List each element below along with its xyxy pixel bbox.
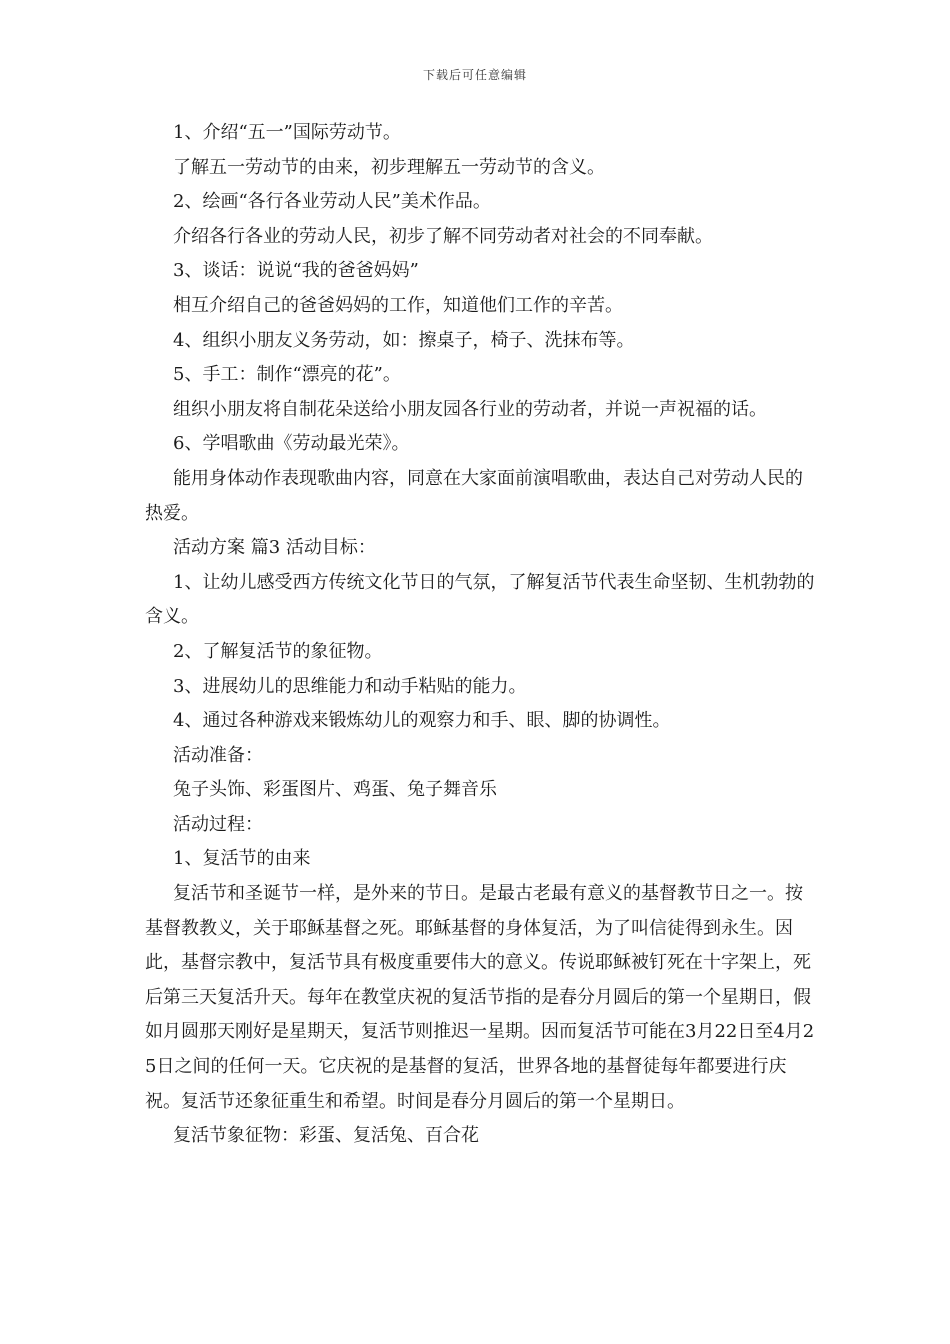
paragraph-21: 复活节和圣诞节一样，是外来的节日。是最古老最有意义的基督教节日之一。按基督教教义，关于耶稣基督之死。耶稣基督的身体复活，为了叫信徒得到永生。因此，基督宗教中，复活节具有极度重要伟大的意义。传说耶稣被钉死在十字架上，死后第三天复活升天。每年在教堂庆祝的复活节指的是春分月圆后的第一个星期日，假如月圆那天刚好是星期天，复活节则推迟一星期。因而复活节可能在3月22日至4月25日之间的任何一天。它庆祝的是基督的复活，世界各地的基督徒每年都要进行庆祝。复活节还象征重生和希望。时间是春分月圆后的第一个星期日。 (145, 883, 815, 1112)
paragraph-16: 4、通过各种游戏来锻炼幼儿的观察力和手、眼、脚的协调性。 (173, 710, 671, 732)
paragraph-1: 1、介绍“五一”国际劳动节。 (173, 122, 401, 143)
paragraph-14: 2、了解复活节的象征物。 (173, 640, 383, 662)
section-heading-process: 活动过程： (173, 813, 263, 835)
paragraph-9: 组织小朋友将自制花朵送给小朋友园各行业的劳动者，并说一声祝福的话。 (173, 398, 767, 420)
page-header: 下载后可任意编辑 (422, 68, 527, 82)
paragraph-4: 介绍各行各业的劳动人民，初步了解不同劳动者对社会的不同奉献。 (173, 225, 713, 247)
paragraph-18: 兔子头饰、彩蛋图片、鸡蛋、兔子舞音乐 (173, 779, 497, 801)
paragraph-2: 了解五一劳动节的由来，初步理解五一劳动节的含义。 (173, 156, 605, 178)
paragraph-13: 1、让幼儿感受西方传统文化节日的气氛，了解复活节代表生命坚韧、生机勃勃的含义。 (145, 571, 815, 628)
document-body (145, 116, 820, 1154)
paragraph-5: 3、谈话：说说“我的爸爸妈妈” (173, 260, 419, 282)
paragraph-20: 1、复活节的由来 (173, 848, 311, 870)
paragraph-22: 复活节象征物：彩蛋、复活兔、百合花 (173, 1125, 479, 1147)
section-heading-preparation: 活动准备： (173, 744, 263, 766)
paragraph-11: 能用身体动作表现歌曲内容，同意在大家面前演唱歌曲，表达自己对劳动人民的热爱。 (145, 467, 803, 524)
paragraph-15: 3、进展幼儿的思维能力和动手粘贴的能力。 (173, 675, 527, 697)
paragraph-7: 4、组织小朋友义务劳动，如：擦桌子，椅子、洗抹布等。 (173, 329, 635, 351)
paragraph-8: 5、手工：制作“漂亮的花”。 (173, 364, 401, 386)
paragraph-3: 2、绘画“各行各业劳动人民”美术作品。 (173, 191, 491, 213)
paragraph-10: 6、学唱歌曲《劳动最光荣》。 (173, 433, 410, 455)
paragraph-6: 相互介绍自己的爸爸妈妈的工作，知道他们工作的辛苦。 (173, 294, 623, 316)
section-heading-plan-3: 活动方案 篇3 活动目标： (173, 537, 376, 559)
